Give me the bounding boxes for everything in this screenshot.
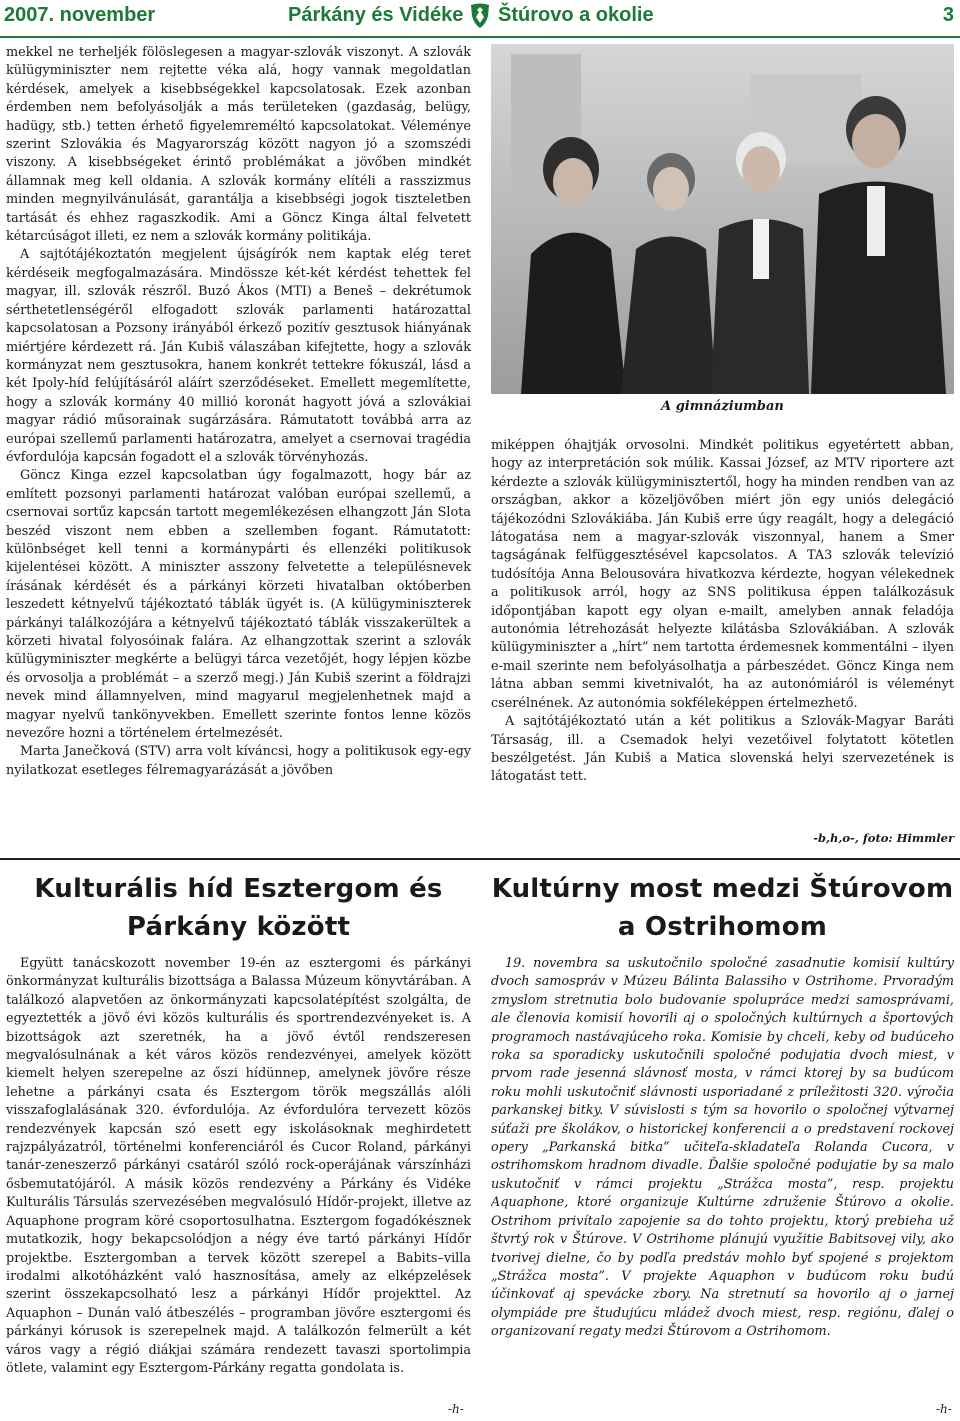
paragraph: Göncz Kinga ezzel kapcsolatban úgy fogalmazott, hogy bár az említett pozsonyi parlamenti határozat valóban európai szellemű, a csernovai sortűz kapcsán tartott megemlékezésen elhangzott Ján Slota beszéd viszont nem ebben a szellemben fogant. Rámutatott: különbséget kell tenni a kormánypárti és ellenzéki politikusok kijelentései között. A miniszter asszony felvetette a településnevek írásának kérdését és a párkányi körzeti hivatalban októberben leszedett kétnyelvű tájékoztató táblák ügyét is. (A külügyminiszterek párkányi találkozójára a kétnyelvű tájékoztató táblák visszakerültek a körzeti hivatal folyosóinak falára. Az elhangzottak szerint a szlovák külügyminiszter megkérte a belügyi tárca vezetőjét, hogy lépjen közbe és orvosolja a problémát – a szerző megj.) Ján Kubiš szerint a földrajzi nevek mind államnyelven, mind magyarul megjelenhetnek majd a magyar nyelvű tankönyvekben. Emellett szerinte fontos lenne közös nevezőre hozni a történelem értelmezését. — [6, 468, 471, 742]
masthead-slovak: Štúrovo a okolie — [498, 4, 654, 26]
page-header — [0, 0, 960, 38]
paragraph: Együtt tanácskozott november 19-én az esztergomi és párkányi önkormányzat kulturális bizottsága a Balassa Múzeum könyvtárában. A találkozó alapvetően az önkormányzati kapcsolatépítést szolgálta, de egyeztették a jövő évi közös kulturális és sportrendezvényeket is. A bizottságok azt szeretnék, ha a jövő évtől rendszeresen megvalósulnának a két város közös rendezvényei, amelyek között kiemelt helyen szerepelne az őszi hídünnep, amelynek jövőre része lehetne a párkányi csata és Esztergom török megszállás alóli visszafoglalásának 320. évfordulója. Az évfordulóra tervezett közös rendezvények kapcsán szó esett egy iskolásoknak meghirdetett rajzpályázatról, történelmi konferenciáról és Cucor Roland, párkányi tanár-zeneszerző párkányi csatáról szóló rock-operájának várszínházi ősbemutatójáról. A másik közös rendezvény a Párkány és Vidéke Kulturális Társulás szervezésében megvalósuló Hídőr-projekt, illetve az Aquaphone program köré csoportosulhatna. Esztergom fogadókésznek mutatkozik, hogy bekapcsolódjon a négy éve tartó párkányi Hídőr projektbe. Esztergomban a tervek között szerepel a Babits–villa irodalmi alkotóházként való hasznosítása, amely az elképzelések szerint összekapcsolható lesz a párkányi Hídőr projekttel. Az Aquaphon – Dunán való átbeszélés – programban jövőre esztergomi és párkányi kórusok is szerepelnek majd. A találkozón felmerült a két város vagy a régió diákjai számára rendezett tavaszi sportolimpia ötlete, valamint egy Esztergom-Párkány regatta gondolata is. — [6, 956, 471, 1376]
author-signature: -b,h,o-, foto: Himmler — [813, 831, 954, 845]
main-article-left-column — [6, 44, 471, 850]
coat-of-arms-icon — [468, 2, 492, 30]
issue-date: 2007. november — [4, 4, 156, 26]
group-photo — [491, 44, 954, 394]
masthead-hungarian: Párkány és Vidéke — [288, 4, 464, 26]
article-body-hungarian — [6, 955, 471, 1410]
paragraph: mekkel ne terheljék fölöslegesen a magyar-szlovák viszonyt. A szlovák külügyminiszter nem rejtette véka alá, hogy vannak megoldatlan kérdések, amelyek a kisebbségekkel kapcsolatosak. Ezek azonban érdemben nem befolyásolják a más területeken (gazdaság, belügy, hadügy, stb.) tetten érhető figyelemreméltó kapcsolatokat. Véleménye szerint Szlovákia és Magyarország között nagyon jó a szomszédi viszony. A kisebbségeket érintő problémákat a jövőben mindkét államnak meg kell oldania. A szlovák kormány elítéli a rasszizmus minden megnyilvánulását, garantálja a kisebbségi jogok tiszteletben tartását és ehhez ragaszkodik. Ami a Göncz Kinga által felvetett kétarcúságot illeti, ez nem a szlovák kormány politikája. — [6, 45, 471, 245]
main-article-right-column — [491, 437, 954, 849]
paragraph: 19. novembra sa uskutočnilo spoločné zasadnutie komisií kultúry dvoch samospráv v Múzeu Bálinta Balassiho v Ostrihome. Prvoradým zmyslom stretnutia bolo budovanie spolupráce medzi samosprávami, ale členovia komisií hovorili aj o spoločných kultúrnych a športových programoch nastávajúceho roka. Komisie by chceli, keby od budúceho roka sa sporadicky uskutočnili spoločné podujatia dvoch miest, v prvom rade jesenná slávnosť mosta, v rámci ktorej by sa budúcom roku mohli uskutočniť slávnosti usporiadané z príležitosti 320. výročia parkanskej bitky. V súvislosti s tým sa hovorilo o spoločnej výtvarnej súťaži pre školákov, o historickej konferencii a o predstavení rockovej opery „Parkanská bitka” učiteľa-skladateľa Rolanda Cucora, v ostrihomskom hradnom divadle. Ďalšie spoločné podujatie by sa malo uskutočniť v rámci projektu „Strážca mosta”, resp. projektu Aquaphone, ktoré organizuje Kultúrne združenie Štúrovo a okolie. Ostrihom privítalo zapojenie sa do tohto projektu, ktorý prebieha už štvrtý rok v Štúrove. V Ostrihome plánujú využitie Babitsovej vily, ako tvorivej dielne, čo by podľa predstáv mohlo byť spojené s projektom „Strážca mosta”. V projekte Aquaphon v budúcom roku budú účinkovať aj spevácke zbory. Na stretnutí sa hovorilo aj o jarnej olympiáde pre študujúcu mládež dvoch miest, resp. regiónu, ďalej o organizovaní regaty medzi Štúrovom a Ostrihomom. — [491, 956, 954, 1340]
section-divider — [0, 858, 960, 860]
article-headline-hungarian: Kulturális híd Esztergom és Párkány között — [34, 874, 443, 942]
article-headline-slovak: Kultúrny most medzi Štúrovom a Ostrihomom — [491, 874, 954, 942]
author-signature: -h- — [448, 1402, 464, 1416]
paragraph: miképpen óhajtják orvosolni. Mindkét politikus egyetértett abban, hogy az interpretáción sok múlik. Kassai József, az MTV riportere azt kérdezte a szlovák külügyminisztertől, hogy ha minden rendben van az országban, akkor a közeljövőben miért jön egy uniós delegáció tájékozódni Szlovákiába. Ján Kubiš erre úgy reagált, hogy a delegáció látogatása nem a magyar-szlovák viszonnyal, hanem a Smer tagságának felfüggesztésével kapcsolatos. A TA3 szlovák televízió tudósítója Anna Belousovára hivatkozva kérdezte, hogyan vélekednek a politikusok arról, hogy az SNS politikusa éppen találkozásuk időpontjában kapott egy olyan e-mailt, amelyben annak feladója autonómia létrehozását helyezte kilátásba Szlovákiában. A szlovák külügyminiszter a „hírt” nem tartotta érdemesnek kommentálni – ilyen e-mail szerinte nem befolyásolhatja a párbeszédet. Göncz Kinga nem látna abban semmi kivetnivalót, ha az autonómiáról is véleményt cserélnének. Az autonómia sokféleképpen értelmezhető. — [491, 438, 954, 711]
paragraph: A sajtótájékoztatón megjelent újságírók nem kaptak elég teret kérdéseik megfogalmazására. Mindössze két-két kérdést tehettek fel magyar, ill. szlovák részről. Buzó Ákos (MTI) a Beneš – dekrétumok sérthetetlenségéről elfogadott szlovák parlamenti határozattal kapcsolatosan a Pozsony irányából érkező pozitív gesztusok hiányának miértjére kérdezett rá. Ján Kubiš válaszában kifejtette, hogy a szlovák kormányzat nem gesztusokra, hanem konkrét tettekre fókuszál, lásd a két Ipoly-híd felújításáról aláírt szerződéseket. Emellett megemlítette, hogy a szlovák kormány 40 millió koronát hagyott jóvá a szlovákiai magyar rádió műsorainak sugárzására. Rámutatott továbbá arra az európai szellemű parlamenti határozatra, amelyet a csernovai tragédia évfordulója kapcsán fogadott el a szlovák törvényhozás. — [6, 247, 471, 465]
photo-caption: A gimnáziumban — [661, 399, 784, 414]
paragraph: A sajtótájékoztató után a két politikus a Szlovák-Magyar Baráti Társaság, ill. a Csemadok helyi vezetőivel folytatott kötetlen beszélgetést. Ján Kubiš a Matica slovenská helyi szervezetének is látogatást tett. — [491, 714, 954, 785]
page-number: 3 — [942, 4, 954, 26]
author-signature: -h- — [936, 1402, 952, 1416]
paragraph: Marta Janečková (STV) arra volt kíváncsi, hogy a politikusok egy-egy nyilatkozat esetleges félremagyarázását a jövőben — [6, 744, 471, 778]
group-photo-illustration — [491, 44, 954, 394]
article-body-slovak — [491, 955, 954, 1395]
